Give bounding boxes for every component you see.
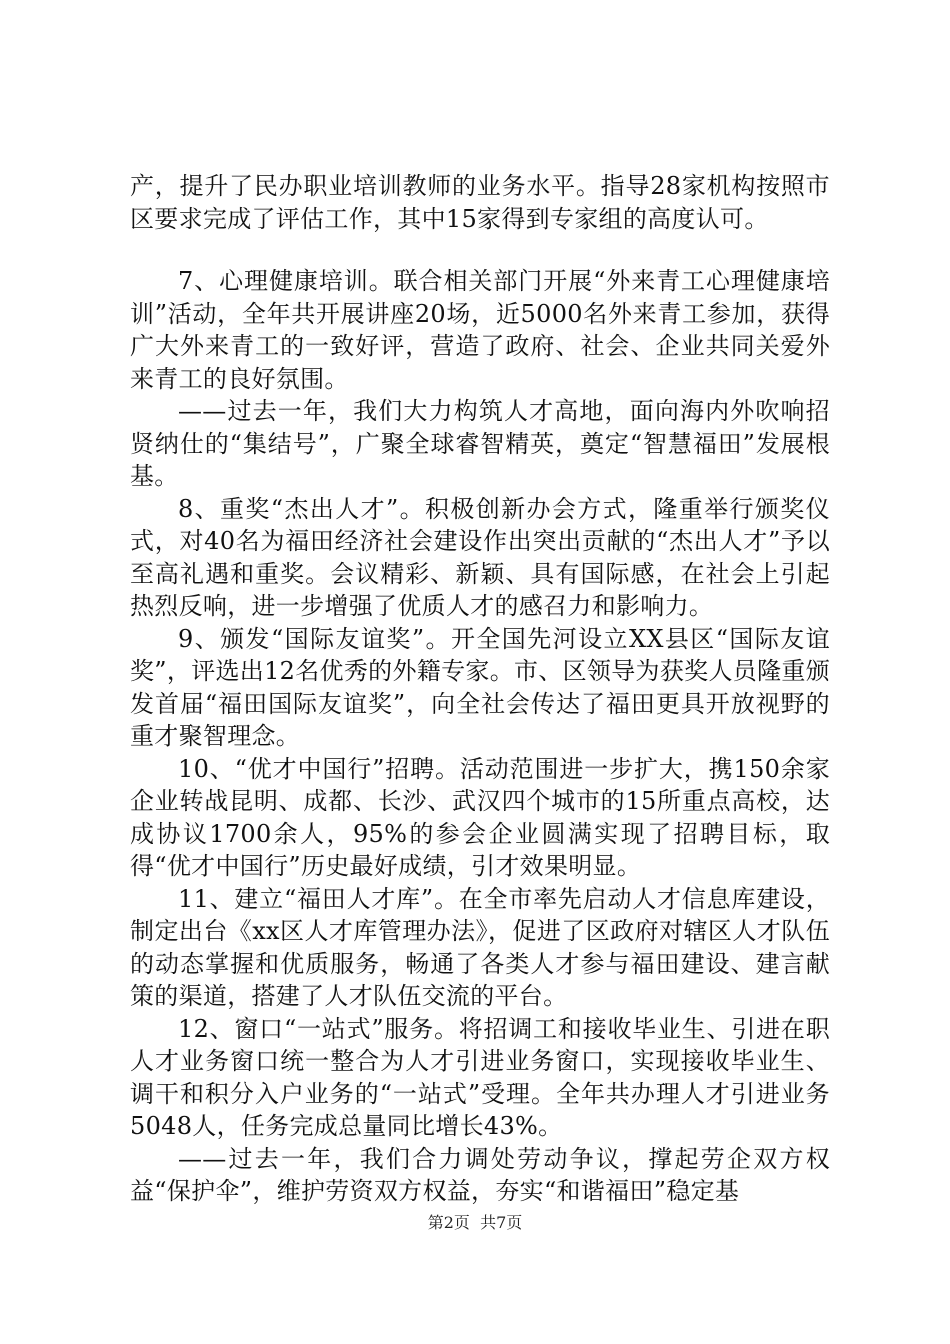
paragraph-item-10: 10、“优才中国行”招聘。活动范围进一步扩大，携150余家企业转战昆明、成都、长沙、武汉四个城市的15所重点高校，达成协议1700余人，95%的参会企业圆满实现了招聘目标，取得“优才中国行”历史最好成绩，引才效果明显。	[130, 754, 830, 880]
paragraph-item-8: 8、重奖“杰出人才”。积极创新办会方式，隆重举行颁奖仪式，对40名为福田经济社会建设作出突出贡献的“杰出人才”予以至高礼遇和重奖。会议精彩、新颖、具有国际感，在社会上引起热烈反响，进一步增强了优质人才的感召力和影响力。	[130, 494, 830, 620]
paragraph-summary-labor: ——过去一年，我们合力调处劳动争议，撑起劳企双方权益“保护伞”，维护劳资双方权益，夯实“和谐福田”稳定基	[130, 1144, 830, 1205]
paragraph-continued: 产，提升了民办职业培训教师的业务水平。指导28家机构按照市区要求完成了评估工作，其中15家得到专家组的高度认可。	[130, 172, 830, 233]
paragraph-summary-talent: ——过去一年，我们大力构筑人才高地，面向海内外吹响招贤纳仕的“集结号”，广聚全球睿智精英，奠定“智慧福田”发展根基。	[130, 397, 830, 490]
document-body	[130, 170, 830, 1208]
page-number-label: 第2页 共7页	[427, 1213, 523, 1232]
page-footer	[0, 1213, 950, 1233]
paragraph-item-11: 11、建立“福田人才库”。在全市率先启动人才信息库建设，制定出台《xx区人才库管理办法》，促进了区政府对辖区人才队伍的动态掌握和优质服务，畅通了各类人才参与福田建设、建言献策的渠道，搭建了人才队伍交流的平台。	[130, 884, 830, 1010]
paragraph-item-12: 12、窗口“一站式”服务。将招调工和接收毕业生、引进在职人才业务窗口统一整合为人才引进业务窗口，实现接收毕业生、调干和积分入户业务的“一站式”受理。全年共办理人才引进业务5048人，任务完成总量同比增长43%。	[130, 1014, 830, 1140]
paragraph-item-9: 9、颁发“国际友谊奖”。开全国先河设立XX县区“国际友谊奖”，评选出12名优秀的外籍专家。市、区领导为获奖人员隆重颁发首届“福田国际友谊奖”，向全社会传达了福田更具开放视野的重才聚智理念。	[130, 624, 830, 750]
paragraph-item-7: 7、心理健康培训。联合相关部门开展“外来青工心理健康培训”活动，全年共开展讲座20场，近5000名外来青工参加，获得广大外来青工的一致好评，营造了政府、社会、企业共同关爱外来青工的良好氛围。	[130, 267, 830, 393]
